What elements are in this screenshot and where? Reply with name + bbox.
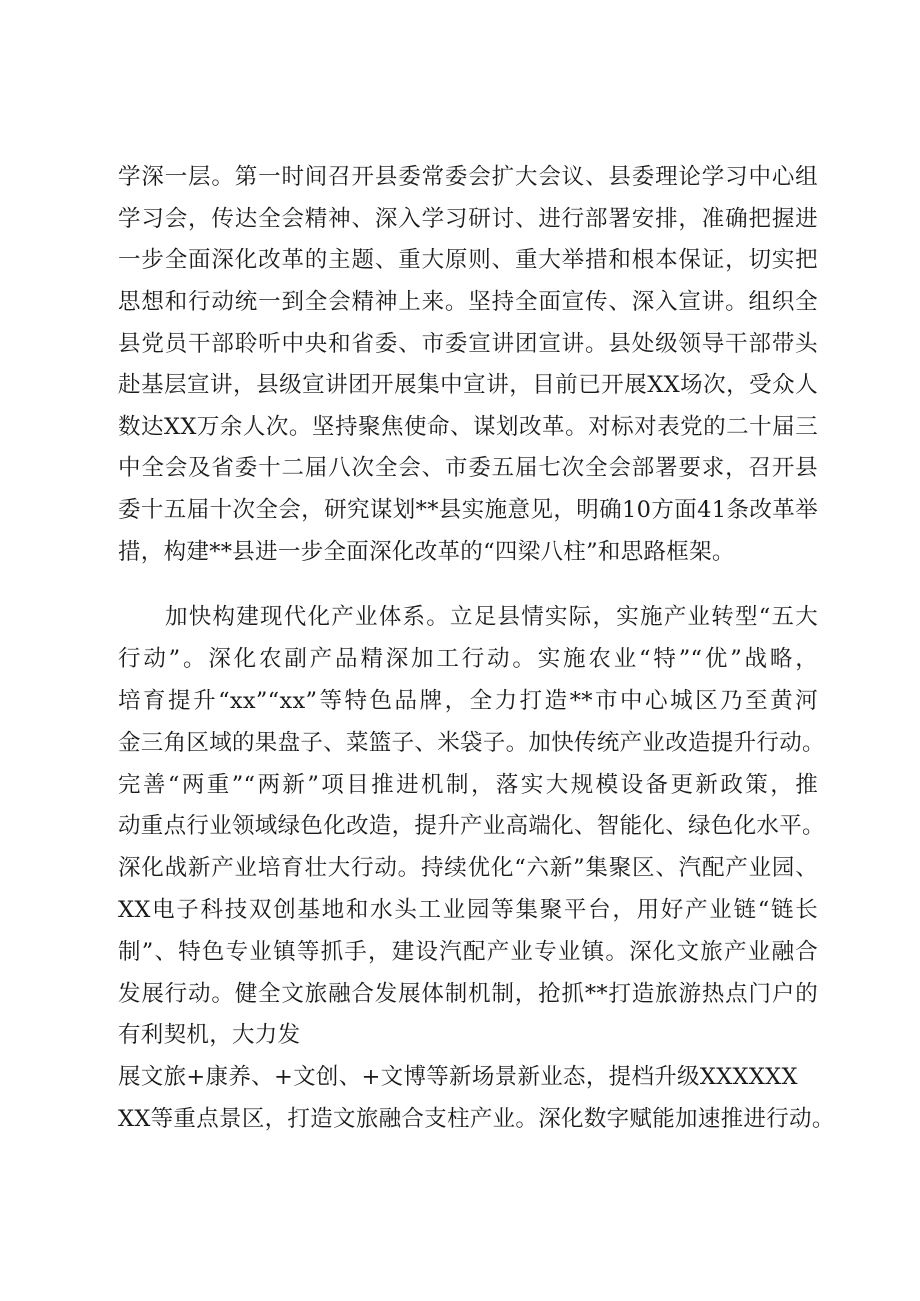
- paragraph-2-line-2: 行动”。深化农副产品精深加工行动。实施农业“特”“优”战略，: [118, 646, 818, 672]
- paragraph-2-line-6: 动重点行业领域绿色化改造，提升产业高端化、智能化、绿色化水平。: [118, 813, 825, 839]
- paragraph-2-line-8: XX电子科技双创基地和水头工业园等集聚平台，用好产业链“链长: [118, 897, 818, 923]
- paragraph-1-line-5: 县党员干部聆听中央和省委、市委宣讲团宣讲。县处级领导干部带头: [118, 331, 818, 357]
- paragraph-2-line-4: 金三角区域的果盘子、菜篮子、米袋子。加快传统产业改造提升行动。: [118, 730, 825, 756]
- paragraph-1-line-1: 学深一层。第一时间召开县委常委会扩大会议、县委理论学习中心组: [118, 164, 818, 190]
- paragraph-1-line-2: 学习会，传达全会精神、深入学习研讨、进行部署安排，准确把握进: [118, 206, 818, 232]
- paragraph-1-line-3: 一步全面深化改革的主题、重大原则、重大举措和根本保证，切实把: [118, 247, 818, 273]
- paragraph-1-line-6: 赴基层宣讲，县级宣讲团开展集中宣讲，目前已开展XX场次，受众人: [118, 372, 818, 398]
- paragraph-1-line-9: 委十五届十次全会，研究谋划**县实施意见，明确10方面41条改革举: [118, 497, 818, 523]
- paragraph-1-line-4: 思想和行动统一到全会精神上来。坚持全面宣传、深入宣讲。组织全: [118, 289, 818, 315]
- paragraph-2-line-12: 展文旅+康养、+文创、+文博等新场景新业态，提档升级XXXXXX: [118, 1064, 798, 1090]
- paragraph-2-line-5: 完善“两重”“两新”项目推进机制，落实大规模设备更新政策，推: [118, 772, 818, 798]
- paragraph-1-line-7: 数达XX万余人次。坚持聚焦使命、谋划改革。对标对表党的二十届三: [118, 414, 818, 440]
- paragraph-2-line-7: 深化战新产业培育壮大行动。持续优化“六新”集聚区、汽配产业园、: [118, 855, 818, 881]
- paragraph-2-line-3: 培育提升“xx”“xx”等特色品牌，全力打造**市中心城区乃至黄河: [118, 688, 818, 714]
- paragraph-2-line-10: 发展行动。健全文旅融合发展体制机制，抢抓**打造旅游热点门户的: [118, 981, 818, 1007]
- paragraph-2-line-9: 制”、特色专业镇等抓手，建设汽配产业专业镇。深化文旅产业融合: [118, 939, 818, 965]
- paragraph-2-line-11: 有利契机，大力发: [118, 1022, 301, 1048]
- paragraph-2-line-1: 加快构建现代化产业体系。立足县情实际，实施产业转型“五大: [165, 604, 818, 630]
- paragraph-2-line-13: XX等重点景区，打造文旅融合支柱产业。深化数字赋能加速推进行动。: [118, 1106, 835, 1132]
- paragraph-1-line-10: 措，构建**县进一步全面深化改革的“四梁八柱”和思路框架。: [118, 539, 735, 565]
- paragraph-1-line-8: 中全会及省委十二届八次全会、市委五届七次全会部署要求，召开县: [118, 455, 818, 481]
